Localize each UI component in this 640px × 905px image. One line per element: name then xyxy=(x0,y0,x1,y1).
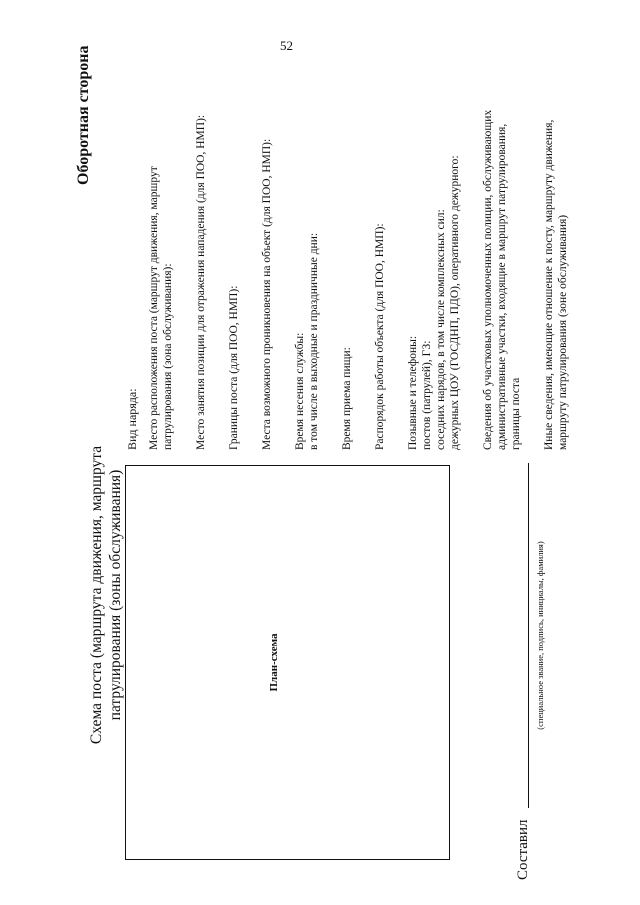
schema-title-line-2: патрулирования (зоны обслуживания) xyxy=(107,469,124,721)
form-field-line: маршруту патрулирования (зоне обслуживания) xyxy=(557,214,569,450)
field-list xyxy=(147,50,570,450)
form-field-line: Распорядок работы объекта (для ПОО, НМП): xyxy=(374,223,386,450)
form-field-line: Места возможного проникновения на объект (для ПОО, НМП): xyxy=(261,138,273,450)
compiled-by-label: Составил xyxy=(515,819,531,880)
form-field xyxy=(340,50,354,450)
form-field-line: Место занятия позиции для отражения нападения (для ПОО, НМП): xyxy=(195,114,207,450)
form-field-line: в том числе в выходные и праздничные дни: xyxy=(308,232,320,450)
form-field-line: дежурных ЦОУ (ГОСДНП, ПДО), оперативного дежурного: xyxy=(449,155,461,450)
schema-title xyxy=(87,405,125,785)
form-field xyxy=(293,50,321,450)
signature-line xyxy=(528,463,529,808)
form-field xyxy=(147,50,175,450)
form-field xyxy=(227,50,241,450)
form-field-line: административные участки, входящие в маршрут патрулирования, xyxy=(496,123,508,450)
form-field xyxy=(406,50,462,450)
form-field-line: патрулирования (зона обслуживания): xyxy=(162,263,174,450)
plan-scheme-box xyxy=(125,465,450,860)
form-field-line: постов (патрулей), ГЗ: xyxy=(421,340,433,450)
form-field-line: соседних нарядов, в том числе комплексных сил: xyxy=(435,209,447,450)
form-field xyxy=(260,50,274,450)
form-field-line: границы поста xyxy=(510,377,522,450)
form-field-line: Сведения об участковых уполномоченных полиции, обслуживающих xyxy=(482,109,494,450)
form-field-line: Время приема пищи: xyxy=(341,347,353,450)
form-field xyxy=(373,50,387,450)
form-field-line: Время несения службы: xyxy=(294,332,306,450)
plan-scheme-label: План-схема xyxy=(268,633,280,692)
signature-caption: (специальное звание, подпись, инициалы, фамилия) xyxy=(535,541,545,730)
form-field xyxy=(542,50,570,450)
form-field xyxy=(194,50,208,450)
order-type-label: Вид наряда: xyxy=(125,388,139,450)
form-field xyxy=(481,50,523,450)
form-field-line: Место расположения поста (маршрут движения, маршрут xyxy=(148,166,160,450)
page-number: 52 xyxy=(280,38,293,53)
form-field-line: Иные сведения, имеющие отношение к посту, маршруту движения, xyxy=(543,119,555,450)
rotated-form xyxy=(75,35,615,885)
form-field-line: Позывные и телефоны: xyxy=(407,335,419,450)
schema-title-line-1: Схема поста (маршрута движения, маршрута xyxy=(88,445,105,745)
page-heading: Оборотная сторона xyxy=(75,45,92,185)
form-field-line: Границы поста (для ПОО, НМП): xyxy=(228,285,240,450)
